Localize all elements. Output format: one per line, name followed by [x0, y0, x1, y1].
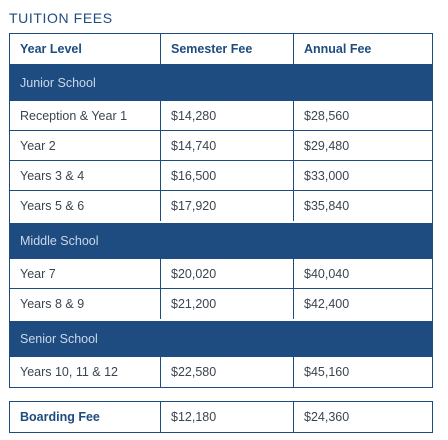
section-senior-school: Senior School [10, 321, 432, 357]
header-semester-fee: Semester Fee [160, 34, 293, 64]
annual-fee-cell: $35,840 [293, 191, 432, 221]
table-row [10, 191, 432, 221]
page-title: TUITION FEES [9, 10, 113, 26]
table-row [10, 357, 432, 387]
year-level-cell: Year 2 [20, 138, 56, 153]
year-level-cell: Reception & Year 1 [20, 108, 128, 123]
boarding-fee-table [9, 401, 433, 433]
annual-fee-cell: $33,000 [293, 161, 432, 190]
semester-fee-cell: $14,740 [160, 131, 293, 160]
boarding-annual-fee: $24,360 [293, 402, 432, 432]
semester-fee-cell: $21,200 [160, 289, 293, 319]
section-middle-school: Middle School [10, 223, 432, 259]
table-row [10, 289, 432, 319]
section-junior-school: Junior School [10, 65, 432, 101]
boarding-semester-fee: $12,180 [160, 402, 293, 432]
year-level-cell: Years 3 & 4 [20, 168, 85, 183]
table-row [10, 131, 432, 161]
table-row [10, 259, 432, 289]
table-header-row [10, 34, 432, 65]
year-level-cell: Year 7 [20, 266, 56, 281]
boarding-fee-row [10, 402, 432, 432]
semester-fee-cell: $20,020 [160, 259, 293, 288]
semester-fee-cell: $14,280 [160, 101, 293, 130]
header-year-level: Year Level [20, 42, 82, 56]
annual-fee-cell: $29,480 [293, 131, 432, 160]
annual-fee-cell: $42,400 [293, 289, 432, 319]
tuition-fees-table [9, 33, 433, 388]
year-level-cell: Years 5 & 6 [20, 199, 85, 213]
boarding-fee-label: Boarding Fee [20, 410, 100, 424]
annual-fee-cell: $45,160 [293, 357, 432, 387]
year-level-cell: Years 8 & 9 [20, 297, 85, 311]
year-level-cell: Years 10, 11 & 12 [20, 365, 118, 379]
semester-fee-cell: $17,920 [160, 191, 293, 221]
table-row [10, 101, 432, 131]
annual-fee-cell: $40,040 [293, 259, 432, 288]
header-annual-fee: Annual Fee [293, 34, 432, 64]
semester-fee-cell: $22,580 [160, 357, 293, 387]
annual-fee-cell: $28,560 [293, 101, 432, 130]
table-row [10, 161, 432, 191]
semester-fee-cell: $16,500 [160, 161, 293, 190]
